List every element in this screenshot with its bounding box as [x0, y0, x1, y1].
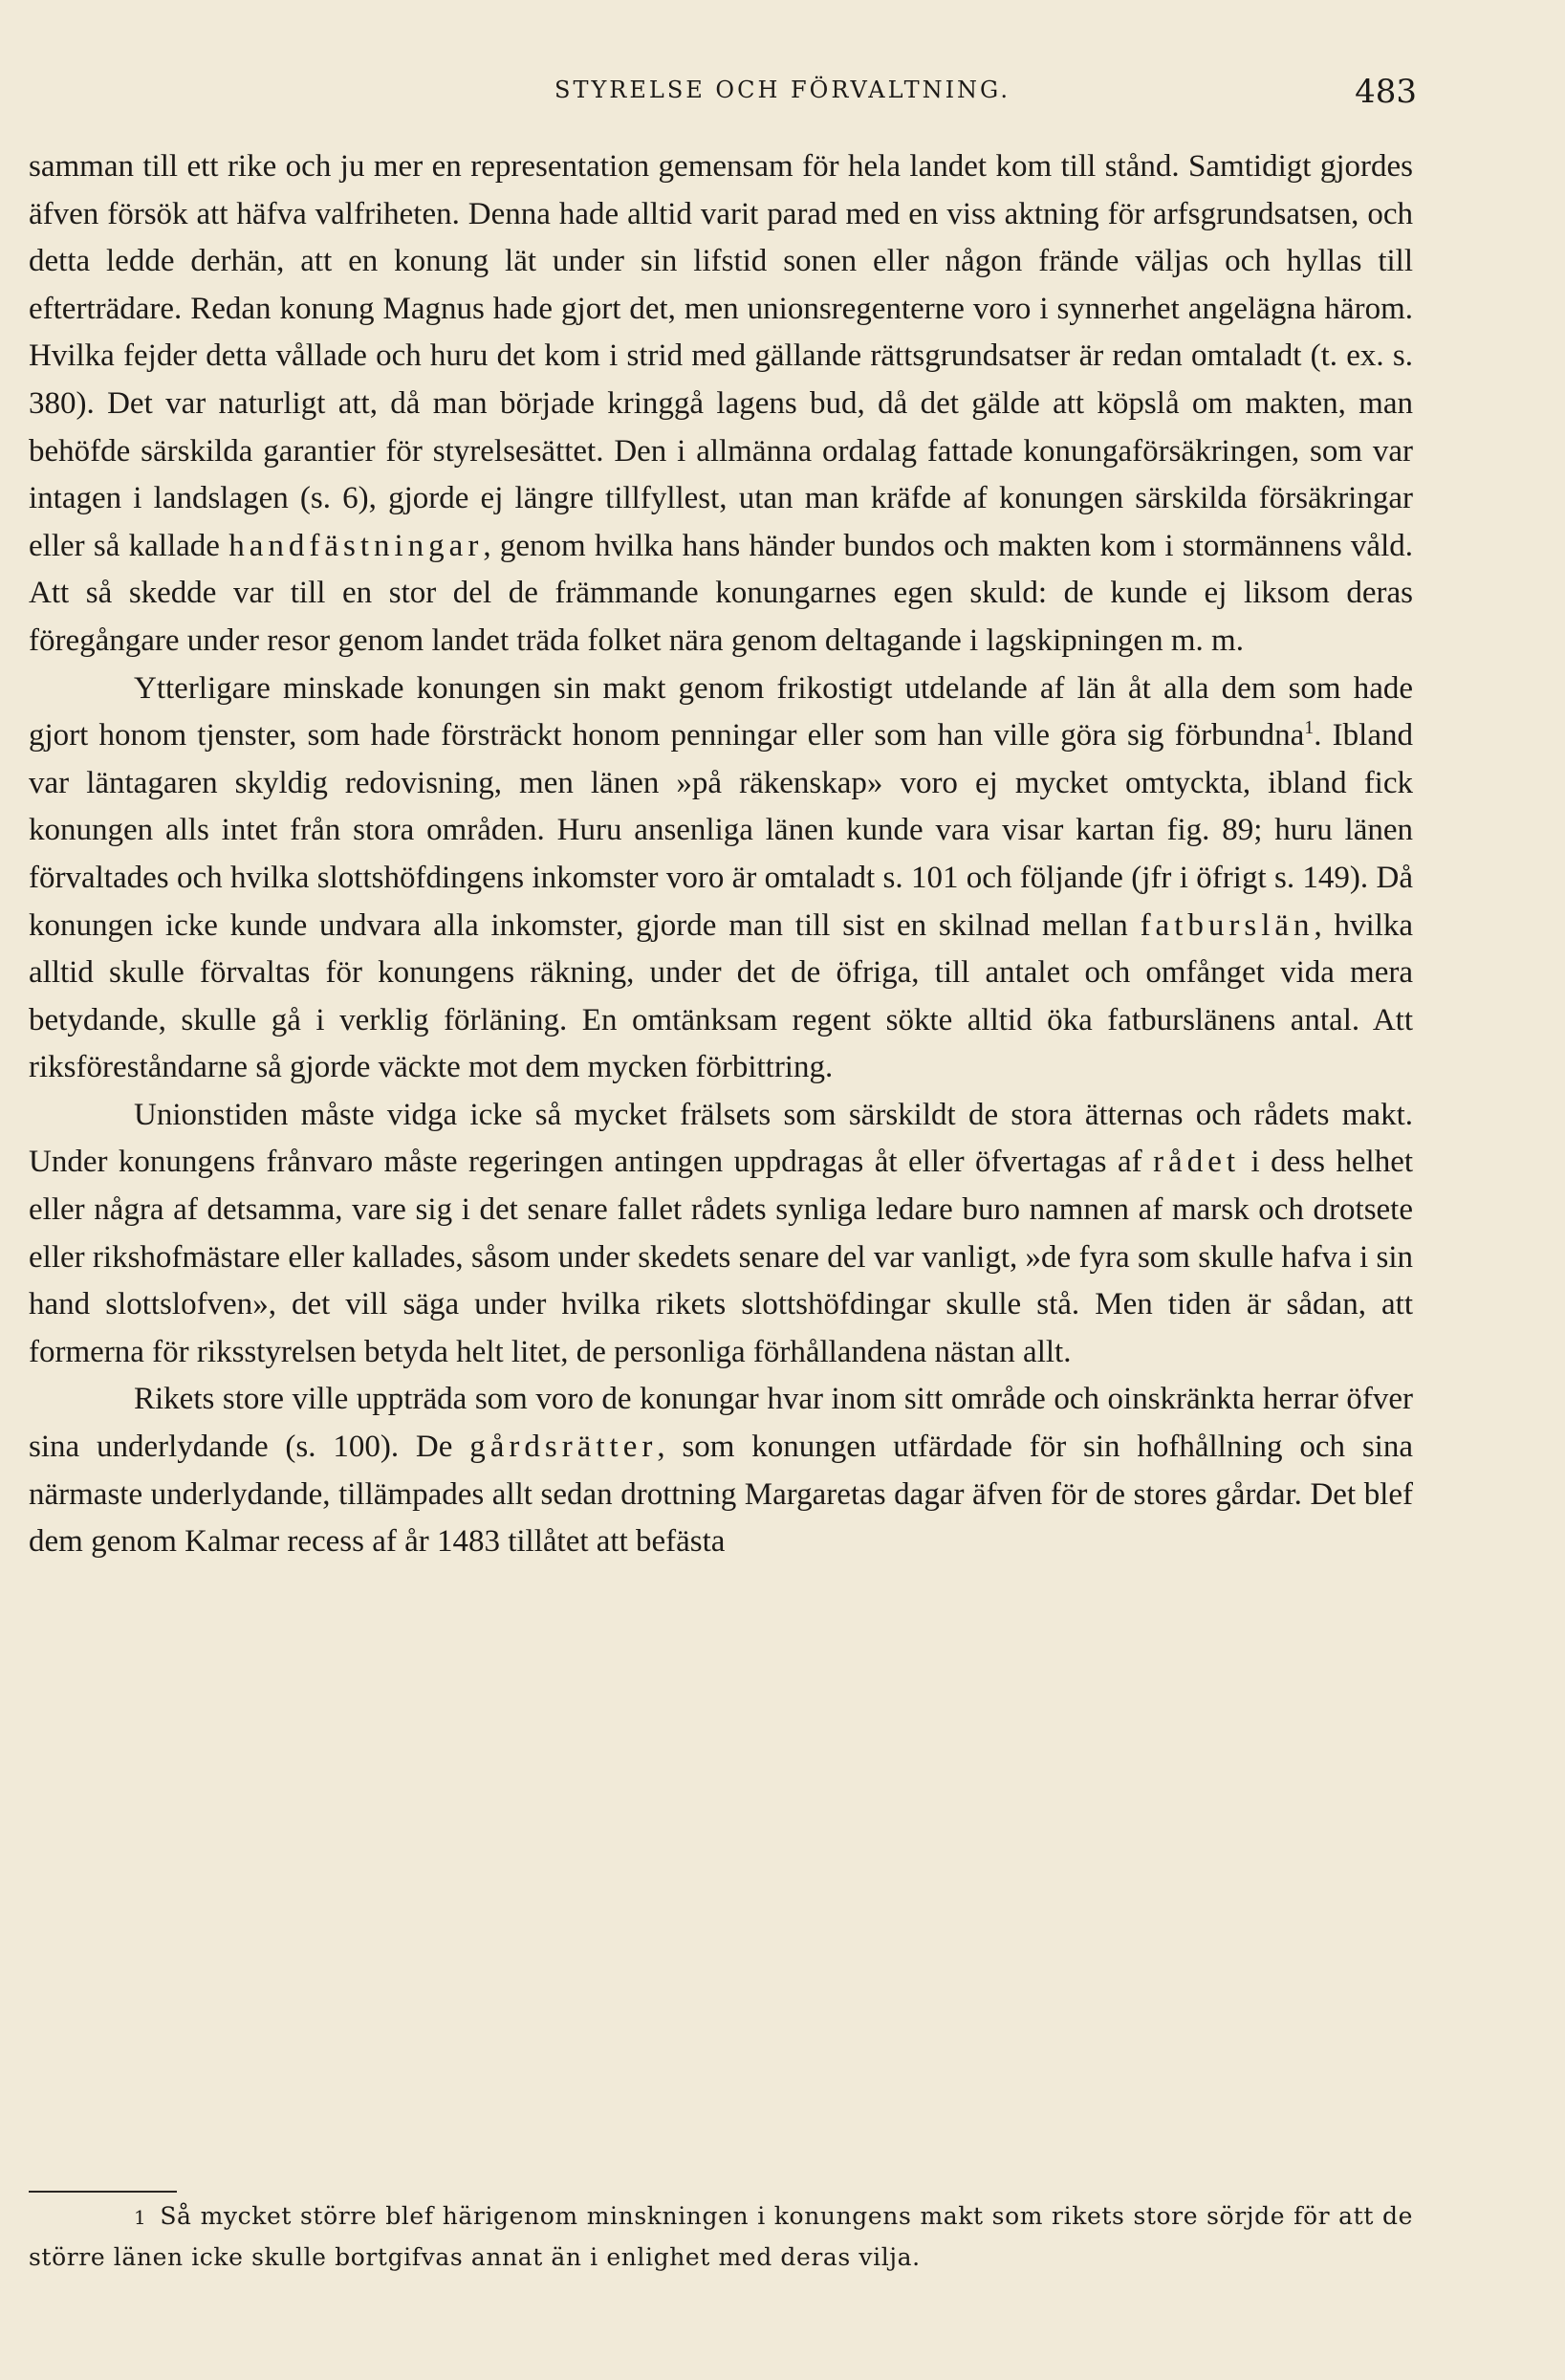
paragraph-3-end: i dess helhet eller några af detsamma, vare sig i det senare fallet rådets synliga ledare buro namnen af marsk och drotsete eller rikshofmästare eller kallades, såsom under skedets senare del var vanligt, »de fyra som skulle hafva i sin hand slottslofven», det vill säga under hvilka rikets slottshöfdingar skulle stå. Men tiden är sådan, att formerna för riksstyrelsen betyda helt litet, de personliga förhållandena nästan allt. [29, 1145, 1414, 1369]
footnotes [29, 2196, 1413, 2278]
paragraph-4 [29, 1376, 1413, 1565]
emphasis-handfastningar: handfästningar [228, 528, 484, 563]
paragraph-1-text: samman till ett rike och ju mer en representation gemensam för hela landet kom till stånd. Samtidigt gjordes äfven försök att häfva valfriheten. Denna hade alltid varit parad med en viss aktning för arfsgrundsatsen, och detta ledde derhän, att en konung lät under sin lifstid sonen eller någon frände väljas och hyllas till efterträdare. Redan konung Magnus hade gjort det, men unionsregenterne voro i synnerhet angelägna härom. Hvilka fejder detta vållade och huru det kom i strid med gällande rättsgrundsatser är redan omtaladt (t. ex. s. 380). Det var naturligt att, då man började kringgå lagens bud, då det gälde att köpslå om makten, man behöfde särskilda garantier för styrelsesättet. Den i allmänna ordalag fattade konungaförsäkringen, som var intagen i landslagen (s. 6), gjorde ej längre tillfyllest, utan man kräfde af konungen särskilda försäkringar eller så kallade [29, 149, 1413, 563]
paragraph-2 [29, 666, 1413, 1092]
paragraph-2-mid: . Ibland var läntagaren skyldig redovisning, men länen »på räkenskap» voro ej mycket omtyckta, ibland fick konungen alls intet från stora områden. Huru ansenliga länen kunde vara visar kartan fig. 89; huru länen förvaltades och hvilka slottshöfdingens inkomster voro är omtaladt s. 101 och följande (jfr i öfrigt s. 149). Då konungen icke kunde undvara alla inkomster, gjorde man till sist en skilnad mellan [29, 718, 1413, 943]
running-title: STYRELSE OCH FÖRVALTNING. [554, 76, 1011, 103]
paragraph-1 [29, 143, 1413, 666]
paragraph-3-text: Unionstiden måste vidga icke så mycket frälsets som särskildt de stora ätternas och rådets makt. Under konungens frånvaro måste regeringen antingen uppdragas åt eller öfvertagas af [29, 1097, 1413, 1180]
paragraph-2-text: Ytterligare minskade konungen sin makt genom frikostigt utdelande af län åt alla dem som hade gjort honom tjenster, som hade försträckt honom penningar eller som han ville göra sig förbundna [29, 670, 1413, 753]
page-number: 483 [1355, 73, 1417, 111]
running-header [0, 69, 1565, 117]
emphasis-radet: rådet [1153, 1145, 1241, 1180]
footnote-divider [29, 2191, 177, 2193]
footnote-text: Så mycket större blef härigenom minskningen i konungens makt som rikets store sörjde för att de större länen icke skulle bortgifvas annat än i enlighet med deras vilja. [29, 2202, 1413, 2271]
paragraph-3 [29, 1092, 1413, 1377]
footnote-1 [29, 2196, 1413, 2278]
footnote-marker: 1 [134, 2206, 147, 2229]
paragraph-2-end: , hvilka alltid skulle förvaltas för konungens räkning, under det de öfriga, till antalet och omfånget vida mera betydande, skulle gå i verklig förläning. En omtänksam regent sökte alltid öka fatburslänens antal. Att riksföreståndarne så gjorde väckte mot dem mycken förbittring. [29, 907, 1414, 1085]
footnote-reference: 1 [1304, 717, 1315, 739]
emphasis-fatburslan: fatburslän [1140, 907, 1315, 943]
paragraph-1-end: , genom hvilka hans händer bundos och makten kom i stormännens våld. Att så skedde var till en stor del de främmande konungarnes egen skuld: de kunde ej liksom deras föregångare under resor genom landet träda folket nära genom deltagande i lagskipningen m. m. [29, 528, 1413, 658]
emphasis-gardsratter: gårdsrätter [469, 1430, 658, 1465]
paragraph-4-end: , som konungen utfärdade för sin hofhållning och sina närmaste underlydande, tillämpades allt sedan drottning Margaretas dagar äfven för de stores gårdar. Det blef dem genom Kalmar recess af år 1483 tillåtet att befästa [29, 1430, 1414, 1560]
paragraph-4-text: Rikets store ville uppträda som voro de konungar hvar inom sitt område och oinskränkta herrar öfver sina underlydande (s. 100). De [29, 1382, 1413, 1465]
body-text [29, 143, 1413, 1566]
